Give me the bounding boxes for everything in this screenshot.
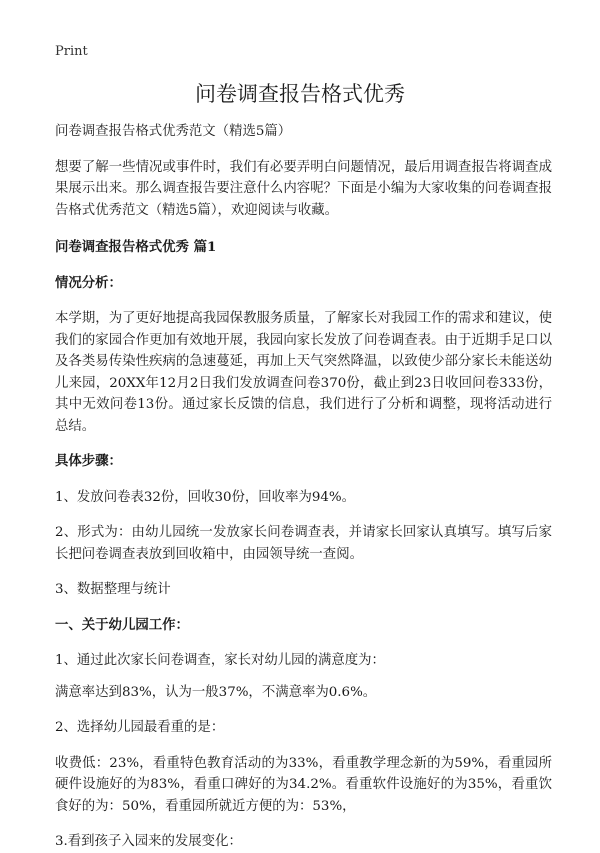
subtitle: 问卷调查报告格式优秀范文（精选5篇） <box>55 124 292 139</box>
part-1-heading: 一、关于幼儿园工作： <box>55 616 189 633</box>
situation-paragraph: 本学期，为了更好地提高我园保教服务质量，了解家长对我园工作的需求和建议，使我们的家园合作更加有效地开展，我园向家长发放了问卷调查表。由于近期手足口以及各类易传染性疾病的急速蔓延，再加上天气突然降温，以致使少部分家长未能送幼儿来园，20XX年12月2日我们发放调查问卷370份，截止到23日收回问卷333份，其中无效问卷13份。通过家长反馈的信息，我们进行了分析和调整，现将活动进行总结。 <box>55 311 552 434</box>
article-body <box>55 121 552 853</box>
print-link[interactable]: Print <box>55 44 88 59</box>
question-1-answer: 满意率达到83%，认为一般37%，不满意率为0.6%。 <box>55 684 377 700</box>
intro-paragraph: 想要了解一些情况或事件时，我们有必要弄明白问题情况，最后用调查报告将调查成果展示出来。那么调查报告要注意什么内容呢？下面是小编为大家收集的问卷调查报告格式优秀范文（精选5篇），欢迎阅读与收藏。 <box>55 159 552 218</box>
situation-heading: 情况分析： <box>55 274 122 291</box>
step-1: 1、发放问卷表32份，回收30份，回收率为94%。 <box>55 489 355 505</box>
section-title: 问卷调查报告格式优秀 篇1 <box>55 239 217 255</box>
question-2-answer: 收费低：23%，看重特色教育活动的为33%，看重教学理念新的为59%，看重园所硬件设施好的为83%，看重口碑好的为34.2%。看重软件设施好的为35%，看重饮食好的为：50%，看重园所就近方便的为：53%， <box>55 755 552 814</box>
question-2: 2、选择幼儿园最看重的是： <box>55 720 225 735</box>
steps-heading: 具体步骤： <box>55 453 122 469</box>
step-3: 3、数据整理与统计 <box>55 582 171 597</box>
page-title: 问卷调查报告格式优秀 <box>195 82 405 106</box>
question-3: 3.看到孩子入园来的发展变化： <box>55 834 242 849</box>
question-1: 1、通过此次家长问卷调查，家长对幼儿园的满意度为： <box>55 653 385 668</box>
step-2: 2、形式为：由幼儿园统一发放家长问卷调查表，并请家长回家认真填写。填写后家长把问卷调查表放到回收箱中，由园领导统一查阅。 <box>55 525 552 562</box>
